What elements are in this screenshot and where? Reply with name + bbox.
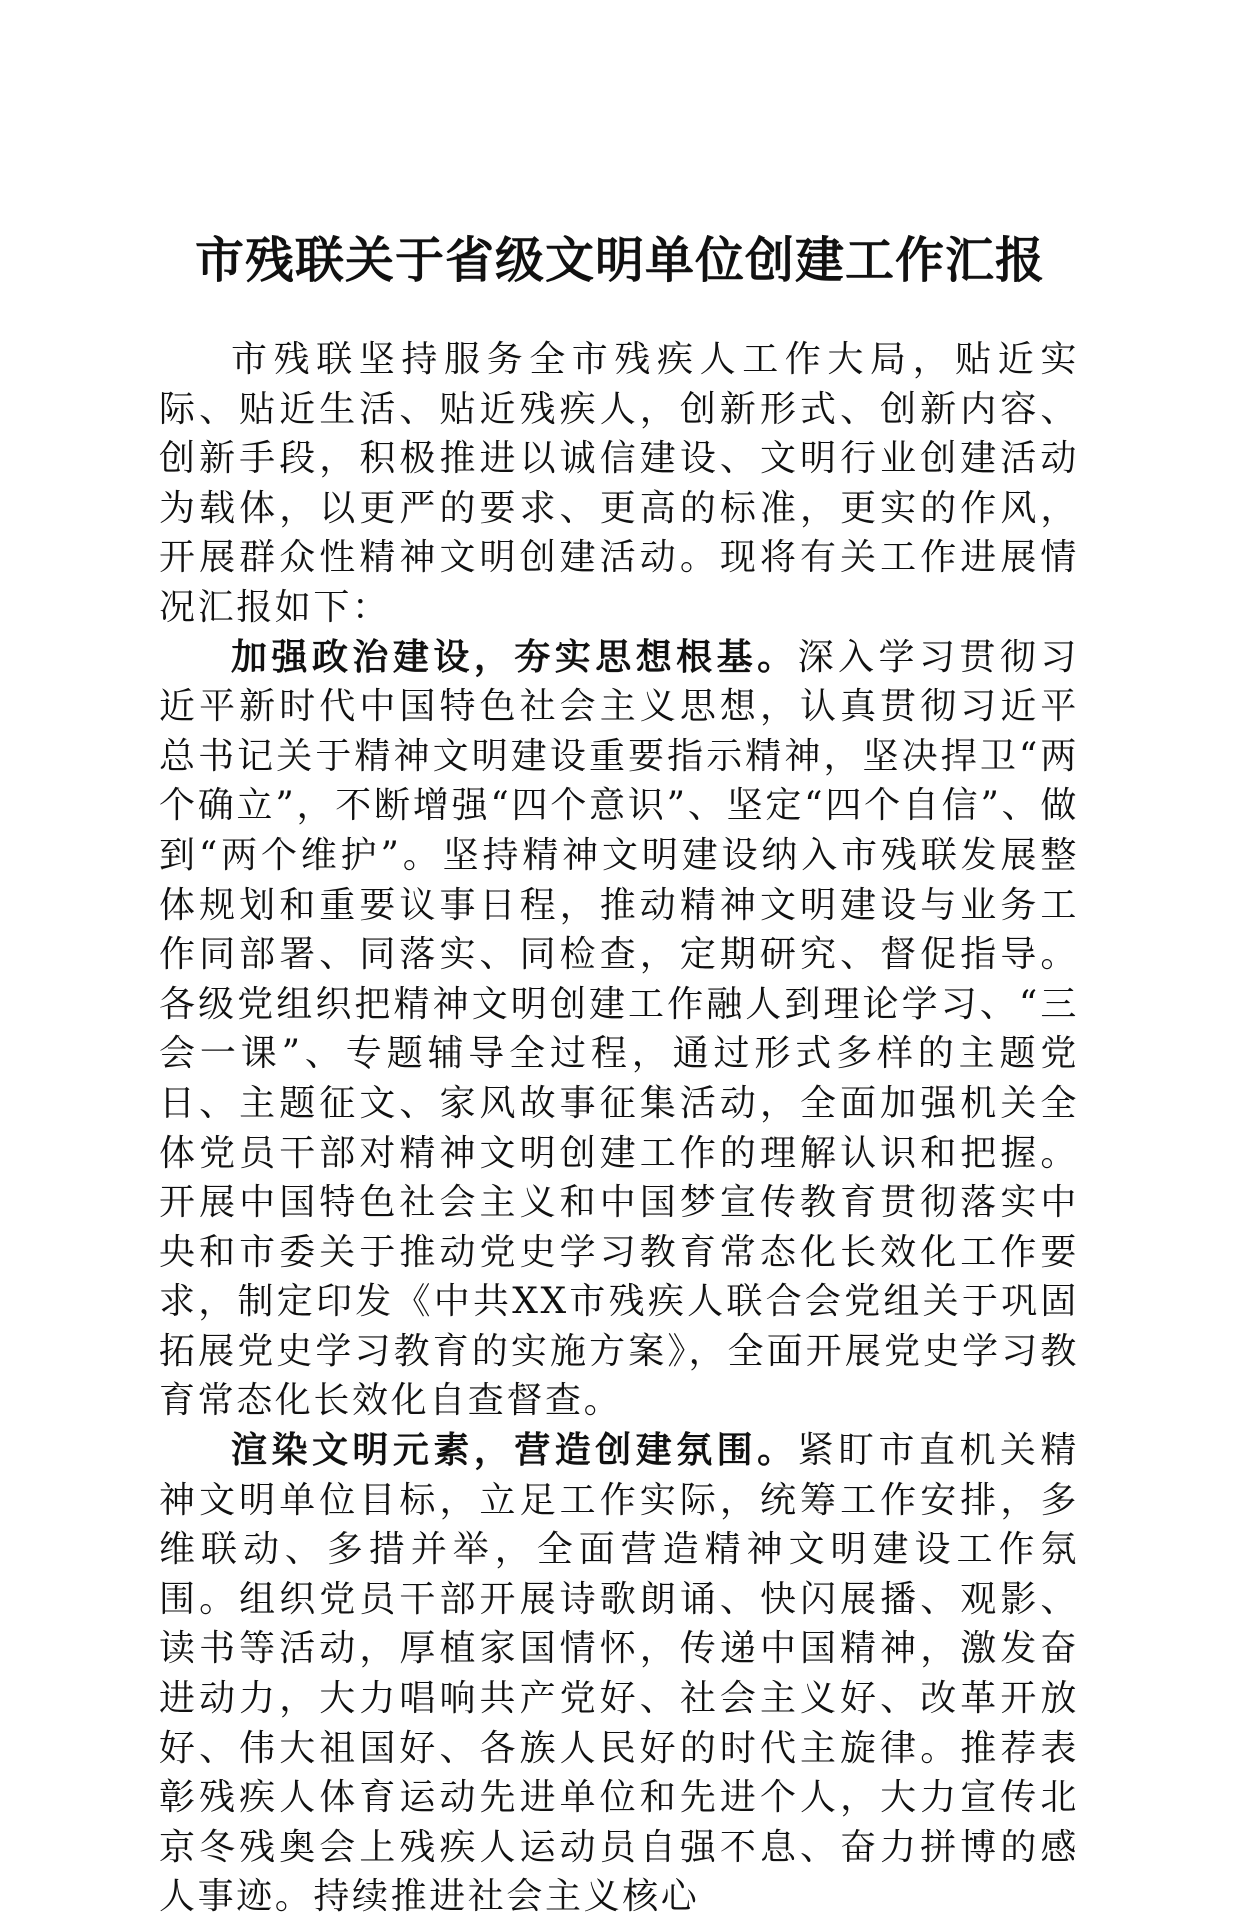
paragraph-civilization-atmosphere-lead: 渲染文明元素，营造创建氛围。 bbox=[231, 1429, 798, 1472]
document-title: 市残联关于省级文明单位创建工作汇报 bbox=[194, 231, 1045, 289]
paragraph-intro-text: 市残联坚持服务全市残疾人工作大局，贴近实际、贴近生活、贴近残疾人，创新形式、创新内容、创新手段，积极推进以诚信建设、文明行业创建活动为载体，以更严的要求、更高的标准，更实的作风，开展群众性精神文明创建活动。现将有关工作进展情况汇报如下： bbox=[159, 339, 1079, 628]
paragraph-political-building-lead: 加强政治建设，夯实思想根基。 bbox=[231, 635, 798, 678]
paragraph-political-building bbox=[159, 633, 1079, 1427]
paragraph-intro bbox=[159, 335, 1079, 633]
paragraph-civilization-atmosphere-text: 紧盯市直机关精神文明单位目标，立足工作实际，统筹工作安排，多维联动、多措并举，全面营造精神文明建设工作氛围。组织党员干部开展诗歌朗诵、快闪展播、观影、读书等活动，厚植家国情怀，传递中国精神，激发奋进动力，大力唱响共产党好、社会主义好、改革开放好、伟大祖国好、各族人民好的时代主旋律。推荐表彰残疾人体育运动先进单位和先进个人，大力宣传北京冬残奥会上残疾人运动员自强不息、奋力拼博的感人事迹。持续推进社会主义核心 bbox=[159, 1430, 1079, 1918]
paragraph-political-building-text: 深入学习贯彻习近平新时代中国特色社会主义思想，认真贯彻习近平总书记关于精神文明建设重要指示精神，坚决捍卫“两个确立”，不断增强“四个意识”、坚定“四个自信”、做到“两个维护”。坚持精神文明建设纳入市残联发展整体规划和重要议事日程，推动精神文明建设与业务工作同部署、同落实、同检查，定期研究、督促指导。各级党组织把精神文明创建工作融人到理论学习、“三会一课”、专题辅导全过程，通过形式多样的主题党日、主题征文、家风故事征集活动，全面加强机关全体党员干部对精神文明创建工作的理解认识和把握。开展中国特色社会主义和中国梦宣传教育贯彻落实中央和市委关于推动党史学习教育常态化长效化工作要求，制定印发《中共XX市残疾人联合会党组关于巩固拓展党史学习教育的实施方案》，全面开展党史学习教育常态化长效化自查督查。 bbox=[159, 636, 1079, 1422]
paragraph-civilization-atmosphere bbox=[159, 1426, 1079, 1922]
document-body bbox=[159, 335, 1079, 1922]
